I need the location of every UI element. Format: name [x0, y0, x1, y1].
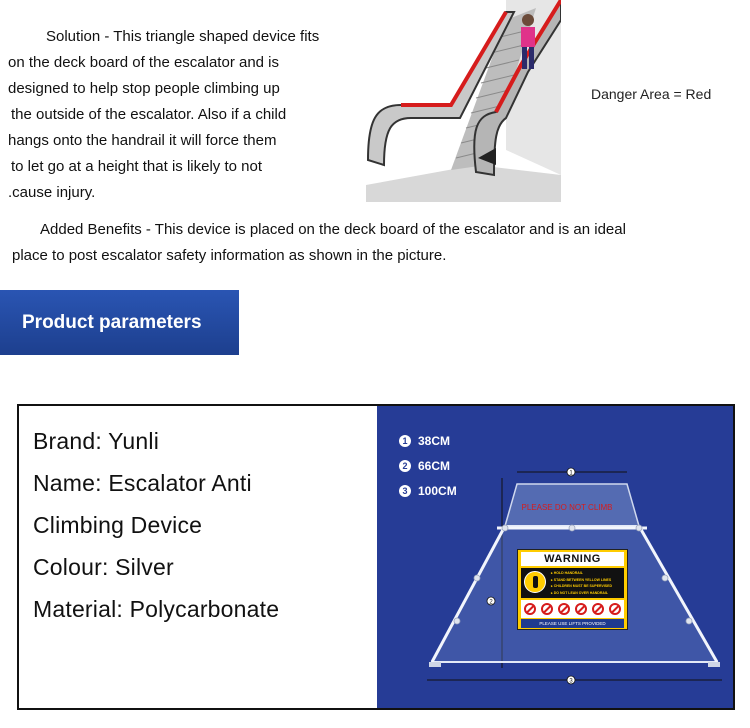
benefits-paragraph: [10, 217, 740, 269]
parameters-list: [33, 420, 279, 630]
warning-rules-panel: [521, 568, 624, 598]
no-trolley-icon: [524, 603, 536, 615]
no-wheelchair-icon: [558, 603, 570, 615]
warning-rule: ▸ STAND BETWEEN YELLOW LINES: [551, 577, 612, 582]
solution-paragraph: [8, 24, 353, 206]
warning-rule: ▸ CHILDREN MUST BE SUPERVISED: [551, 584, 613, 588]
solution-line: hangs onto the handrail it will force them: [8, 132, 277, 149]
dimension-value: 38CM: [418, 433, 451, 448]
no-pram-icon: [541, 603, 553, 615]
warning-rule: ▸ HOLD HANDRAIL: [551, 571, 583, 575]
section-title: Product parameters: [22, 311, 202, 333]
prohibition-icons: [521, 600, 624, 618]
param-material: Material: Polycarbonate: [33, 596, 280, 622]
benefits-line: place to post escalator safety information as shown in the picture.: [12, 247, 447, 264]
do-not-climb-text: PLEASE DO NOT CLIMB: [521, 503, 613, 512]
solution-line: Solution - This triangle shaped device fits: [46, 28, 320, 45]
warning-rules: [551, 570, 612, 596]
benefits-line: Added Benefits - This device is placed on the deck board of the escalator and is an ideal: [40, 221, 626, 238]
param-brand: Brand: Yunli: [33, 428, 160, 454]
product-parameters-tab: [0, 290, 239, 355]
escalator-illustration: [356, 0, 561, 202]
solution-line: designed to help stop people climbing up: [8, 80, 280, 97]
dimension-number: 3: [399, 485, 411, 497]
warning-rule: ▸ DO NOT LEAN OVER HANDRAIL: [551, 590, 608, 595]
solution-line: on the deck board of the escalator and is: [8, 54, 280, 71]
dimension-value: 100CM: [418, 483, 457, 498]
solution-line: .cause injury.: [8, 184, 96, 201]
dimension-value: 66CM: [418, 458, 451, 473]
dim-mark-2: 2: [489, 599, 493, 606]
dimension-number: 2: [399, 460, 411, 472]
warning-title: WARNING: [521, 552, 624, 566]
danger-area-label: Danger Area = Red: [591, 86, 712, 102]
param-name-continued: Climbing Device: [33, 512, 203, 538]
product-parameters-box: [17, 404, 735, 710]
no-running-icon: [575, 603, 587, 615]
solution-line: the outside of the escalator. Also if a child: [11, 106, 287, 123]
param-colour: Colour: Silver: [33, 554, 174, 580]
warning-footer: PLEASE USE LIFTS PROVIDED: [521, 619, 624, 628]
dimension-number: 1: [399, 435, 411, 447]
solution-line: to let go at a height that is likely to not: [11, 158, 262, 175]
param-name: Name: Escalator Anti: [33, 470, 252, 496]
dim-mark-1: 1: [569, 470, 573, 477]
person-warning-icon: [524, 571, 546, 593]
no-sitting-icon: [592, 603, 604, 615]
device-diagram: [377, 406, 733, 708]
dim-mark-3: 3: [569, 678, 573, 685]
no-pets-icon: [609, 603, 621, 615]
warning-sign: [517, 549, 628, 630]
